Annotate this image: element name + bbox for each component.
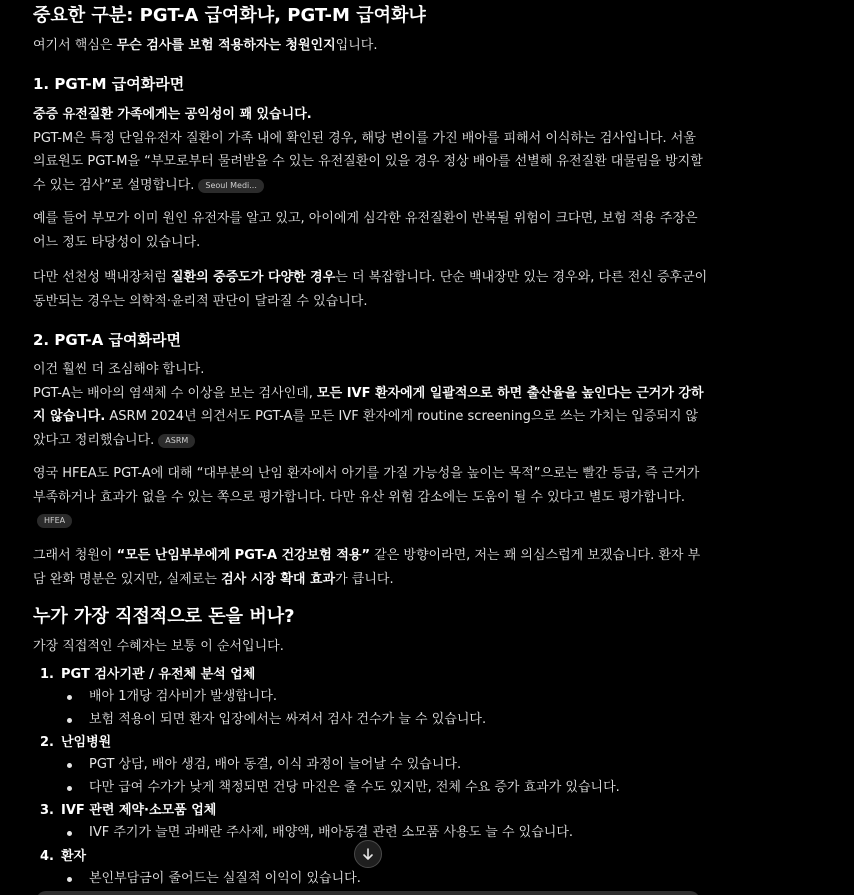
section-intro: 여기서 핵심은 무슨 검사를 보험 적용하자는 청원인지입니다. — [33, 38, 378, 53]
arrow-down-icon — [361, 847, 375, 861]
list-item: 1. PGT 검사기관 / 유전체 분석 업체 배아 1개당 검사비가 발생합니다. 보험 적용이 되면 환자 입장에서는 싸져서 검사 건수가 늘 수 있습니다. — [33, 663, 713, 731]
bullet-item: IVF 주기가 늘면 과배란 주사제, 배양액, 배아동결 관련 소모품 사용도 늘 수 있습니다. — [53, 822, 713, 845]
pgtm-heading: 1. PGT-M 급여화라면 — [33, 75, 185, 93]
pgta-paragraph-2: 영국 HFEA도 PGT-A에 대해 “대부분의 난임 환자에서 아기를 가질 가능성을 높이는 목적”으로는 빨간 등급, 즉 근거가 부족하거나 효과가 없을 수 있는 쪽으로 평가합니다. 다만 유산 위험 감소에는 도움이 될 수 있다고 별도 평가합니다.HFEA — [33, 462, 708, 533]
bullet-icon — [67, 695, 72, 700]
bullet-list — [53, 754, 713, 799]
citation-seoul-medical[interactable]: Seoul Medi... — [198, 179, 263, 193]
citation-asrm[interactable]: ASRM — [158, 434, 195, 448]
message-composer[interactable] — [36, 891, 700, 895]
bullet-item: 본인부담금이 줄어드는 실질적 이익이 있습니다. — [53, 868, 713, 891]
pgtm-paragraph-3: 다만 선천성 백내장처럼 질환의 중증도가 다양한 경우는 더 복잡합니다. 단순 백내장만 있는 경우와, 다른 전신 증후군이 동반되는 경우는 의학적·윤리적 판단이 달라질 수 있습니다. — [33, 270, 708, 309]
bullet-icon — [67, 786, 72, 791]
bullet-item: 보험 적용이 되면 환자 입장에서는 싸져서 검사 건수가 늘 수 있습니다. — [53, 709, 713, 732]
pgtm-paragraph-2: 예를 들어 부모가 이미 원인 유전자를 알고 있고, 아이에게 심각한 유전질환이 반복될 위험이 크다면, 보험 적용 주장은 어느 정도 타당성이 있습니다. — [33, 211, 698, 250]
pgta-heading: 2. PGT-A 급여화라면 — [33, 331, 181, 349]
bullet-icon — [67, 831, 72, 836]
list-item: 4. 환자 본인부담금이 줄어드는 실질적 이익이 있습니다. — [33, 845, 713, 891]
bullet-item: 다만 급여 수가가 낮게 책정되면 건당 마진은 줄 수도 있지만, 전체 수요 증가 효과가 있습니다. — [53, 777, 713, 800]
scroll-to-bottom-button[interactable] — [354, 840, 382, 868]
pgta-paragraph-3: 그래서 청원이 “모든 난임부부에게 PGT-A 건강보험 적용” 같은 방향이라면, 저는 꽤 의심스럽게 보겠습니다. 환자 부담 완화 명분은 있지만, 실제로는 검사 시장 확대 효과가 큽니다. — [33, 548, 701, 587]
list-item: 2. 난임병원 PGT 상담, 배아 생검, 배아 동결, 이식 과정이 늘어날 수 있습니다. 다만 급여 수가가 낮게 책정되면 건당 마진은 줄 수도 있지만, 전체 수요 증가 효과가 있습니다. — [33, 731, 713, 799]
bullet-item: PGT 상담, 배아 생검, 배아 동결, 이식 과정이 늘어날 수 있습니다. — [53, 754, 713, 777]
bullet-icon — [67, 877, 72, 882]
section-heading-pgt-distinction: 중요한 구분: PGT-A 급여화냐, PGT-M 급여화냐 — [33, 5, 426, 26]
bullet-list — [53, 686, 713, 731]
pgtm-paragraph-1: 중증 유전질환 가족에게는 공익성이 꽤 있습니다. PGT-M은 특정 단일유전자 질환이 가족 내에 확인된 경우, 해당 변이를 가진 배아를 피해서 이식하는 검사입니다. 서울의료원도 PGT-M을 “부모로부터 물려받을 수 있는 유전질환이 있을 경우 정상 배아를 선별해 유전질환 대물림을 방지할 수 있는 검사”로 설명합니다. Seoul Medi... — [33, 107, 703, 193]
list-item: 3. IVF 관련 제약·소모품 업체 IVF 주기가 늘면 과배란 주사제, 배양액, 배아동결 관련 소모품 사용도 늘 수 있습니다. — [33, 799, 713, 845]
bullet-item: 배아 1개당 검사비가 발생합니다. — [53, 686, 713, 709]
bullet-list — [53, 868, 713, 891]
pgta-paragraph-1: 이건 훨씬 더 조심해야 합니다. PGT-A는 배아의 염색체 수 이상을 보는 검사인데, 모든 IVF 환자에게 일괄적으로 하면 출산율을 높인다는 근거가 강하지 않습니다. ASRM 2024년 의견서도 PGT-A를 모든 IVF 환자에게 routine screening으로 쓰는 가치는 입증되지 않았다고 정리했습니다. ASRM — [33, 362, 704, 448]
section2-intro: 가장 직접적인 수혜자는 보통 이 순서입니다. — [33, 639, 284, 654]
bullet-icon — [67, 763, 72, 768]
citation-hfea[interactable]: HFEA — [37, 514, 72, 528]
section-heading-who-profits: 누가 가장 직접적으로 돈을 버나? — [33, 606, 295, 627]
bullet-list — [53, 822, 713, 845]
bullet-icon — [67, 718, 72, 723]
